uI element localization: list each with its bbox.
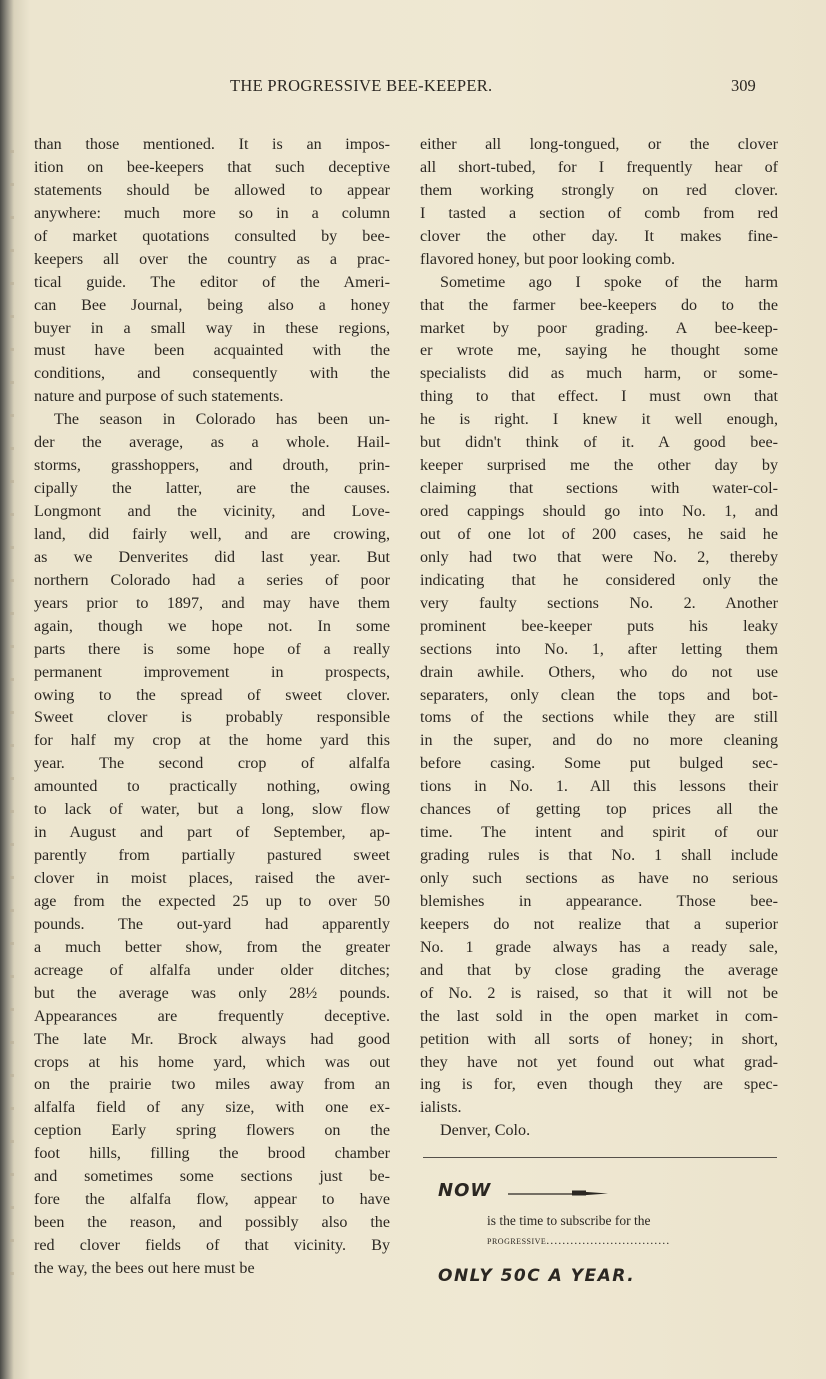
text-line: keepers all over the country as a prac- <box>34 250 390 268</box>
text-line: flavored honey, but poor looking comb. <box>420 250 676 268</box>
text-line: The late Mr. Brock always had good <box>34 1030 390 1048</box>
text-line: der the average, as a whole. Hail- <box>34 434 390 452</box>
text-line: specialists did as much harm, or some- <box>420 365 778 383</box>
text-line: I tasted a section of comb from red <box>420 204 778 222</box>
text-line: grading rules is that No. 1 shall include <box>420 847 778 865</box>
text-line: parently from partially pastured sweet <box>34 847 390 865</box>
text-line: out of one lot of 200 cases, he said he <box>420 525 778 543</box>
text-line: very faulty sections No. 2. Another <box>420 594 778 612</box>
text-line: foot hills, filling the brood chamber <box>34 1145 390 1163</box>
text-line: Sometime ago I spoke of the harm <box>440 273 778 291</box>
text-line: as we Denverites did last year. But <box>34 548 390 566</box>
text-line: prominent bee-keeper puts his leaky <box>420 617 778 635</box>
text-line: cipally the latter, are the causes. <box>34 480 390 498</box>
ad-price: ONLY 50C A YEAR. <box>438 1266 636 1286</box>
text-line: ition on bee-keepers that such deceptive <box>34 158 390 176</box>
text-line: amounted to practically nothing, owing <box>34 778 390 796</box>
text-line: anywhere: much more so in a column <box>34 204 390 222</box>
text-line: northern Colorado had a series of poor <box>34 571 390 589</box>
text-line: red clover fields of that vicinity. By <box>34 1237 390 1254</box>
text-line: The season in Colorado has been un- <box>54 411 390 429</box>
text-line: statements should be allowed to appear <box>34 181 390 199</box>
text-line: before casing. Some put bulged sec- <box>420 755 778 773</box>
text-line: they have not yet found out what grad- <box>420 1053 778 1071</box>
text-line: No. 1 grade always has a ready sale, <box>420 938 778 956</box>
text-line: market by poor grading. A bee-keep- <box>420 319 778 337</box>
text-line: them working strongly on red clover. <box>420 181 778 199</box>
text-line: claiming that sections with water-col- <box>420 480 778 498</box>
journal-title: THE PROGRESSIVE BEE-KEEPER. <box>230 76 493 95</box>
text-line: crops at his home yard, which was out <box>34 1053 390 1071</box>
text-line: sections into No. 1, after letting them <box>420 640 778 658</box>
text-line: for half my crop at the home yard this <box>34 732 390 750</box>
text-line: of No. 2 is raised, so that it will not be <box>420 984 778 1002</box>
text-line: he is right. I knew it well enough, <box>420 411 778 429</box>
text-line: only had two that were No. 2, thereby <box>420 548 778 566</box>
text-line: of market quotations consulted by bee- <box>34 227 390 245</box>
text-line: ception Early spring flowers on the <box>34 1122 390 1140</box>
page-number: 309 <box>731 76 756 95</box>
text-line: toms of the sections while they are still <box>420 709 778 727</box>
text-line: Longmont and the vicinity, and Love- <box>34 503 390 520</box>
text-line: but didn't think of it. A good bee- <box>420 434 778 452</box>
text-line: nature and purpose of such statements. <box>34 388 284 406</box>
text-line: blemishes in appearance. Those bee- <box>420 892 778 910</box>
text-line: time. The intent and spirit of our <box>420 824 778 842</box>
ad-publication-line: progressive............................... <box>487 1233 671 1247</box>
text-line: a much better show, from the greater <box>34 938 390 956</box>
section-divider <box>423 1157 777 1158</box>
text-line: tical guide. The editor of the Ameri- <box>34 273 390 291</box>
text-line: been the reason, and possibly also the <box>34 1214 390 1232</box>
text-line: separaters, only clean the tops and bot- <box>420 686 778 704</box>
ad-publication: progressive <box>487 1233 547 1247</box>
text-line: parts there is some hope of a really <box>34 640 390 658</box>
text-line: clover in moist places, raised the aver- <box>34 870 390 887</box>
text-line: acreage of alfalfa under older ditches; <box>34 961 390 979</box>
binding-edge <box>10 120 14 1300</box>
text-line: can Bee Journal, being also a honey <box>34 296 390 314</box>
text-line: storms, grasshoppers, and drouth, prin- <box>34 457 390 475</box>
left-column <box>34 134 390 1281</box>
text-line: in August and part of September, ap- <box>34 824 390 842</box>
text-line: to lack of water, but a long, slow flow <box>34 801 390 819</box>
text-line: must have been acquainted with the <box>34 342 390 360</box>
text-line: alfalfa field of any size, with one ex- <box>34 1099 390 1117</box>
text-line: drain awhile. Others, who do not use <box>420 663 778 681</box>
text-line: chances of getting top prices all the <box>420 801 778 819</box>
text-line: keeper surprised me the other day by <box>420 457 778 475</box>
text-line: ing is for, even though they are spec- <box>420 1076 778 1094</box>
text-line: buyer in a small way in these regions, <box>34 319 390 337</box>
text-line: ialists. <box>420 1099 462 1117</box>
text-line: ored cappings should go into No. 1, and <box>420 503 778 520</box>
text-line: owing to the spread of sweet clover. <box>34 686 390 704</box>
text-line: only such sections as have no serious <box>420 870 778 887</box>
text-line: keepers do not realize that a superior <box>420 915 778 933</box>
ad-headline: NOW <box>438 1180 492 1201</box>
text-line: year. The second crop of alfalfa <box>34 755 390 773</box>
right-column <box>420 134 778 1143</box>
text-line: that the farmer bee-keepers do to the <box>420 296 778 314</box>
text-line: either all long-tongued, or the clover <box>420 136 778 153</box>
text-line: but the average was only 28½ pounds. <box>34 984 390 1002</box>
text-line: Denver, Colo. <box>440 1122 531 1140</box>
text-line: again, though we hope not. In some <box>34 617 390 635</box>
text-line: indicating that he considered only the <box>420 571 778 589</box>
text-line: tions in No. 1. All this lessons their <box>420 778 778 796</box>
text-line: conditions, and consequently with the <box>34 365 390 383</box>
text-line: land, did fairly well, and are crowing, <box>34 525 390 543</box>
text-line: fore the alfalfa flow, appear to have <box>34 1191 390 1209</box>
text-line: and sometimes some sections just be- <box>34 1168 390 1186</box>
text-line: all short-tubed, for I frequently hear of <box>420 158 778 176</box>
text-line: clover the other day. It makes fine- <box>420 227 778 245</box>
text-line: petition with all sorts of honey; in short, <box>420 1030 778 1048</box>
text-line: years prior to 1897, and may have them <box>34 594 390 612</box>
text-line: the last sold in the open market in com- <box>420 1007 778 1025</box>
text-line: thing to that effect. I must own that <box>420 388 778 406</box>
running-header <box>0 76 826 100</box>
text-line: permanent improvement in prospects, <box>34 663 390 681</box>
text-line: in the super, and do no more cleaning <box>420 732 778 750</box>
text-line: on the prairie two miles away from an <box>34 1076 390 1094</box>
text-line: and that by close grading the average <box>420 961 778 979</box>
ad-body: is the time to subscribe for the <box>487 1213 651 1228</box>
text-line: than those mentioned. It is an impos- <box>34 136 390 153</box>
text-line: the way, the bees out here must be <box>34 1259 255 1277</box>
text-line: Sweet clover is probably responsible <box>34 709 390 727</box>
text-line: Appearances are frequently deceptive. <box>34 1007 390 1025</box>
text-line: age from the expected 25 up to over 50 <box>34 892 390 910</box>
text-line: pounds. The out-yard had apparently <box>34 915 390 933</box>
text-line: er wrote me, saying he thought some <box>420 342 778 360</box>
